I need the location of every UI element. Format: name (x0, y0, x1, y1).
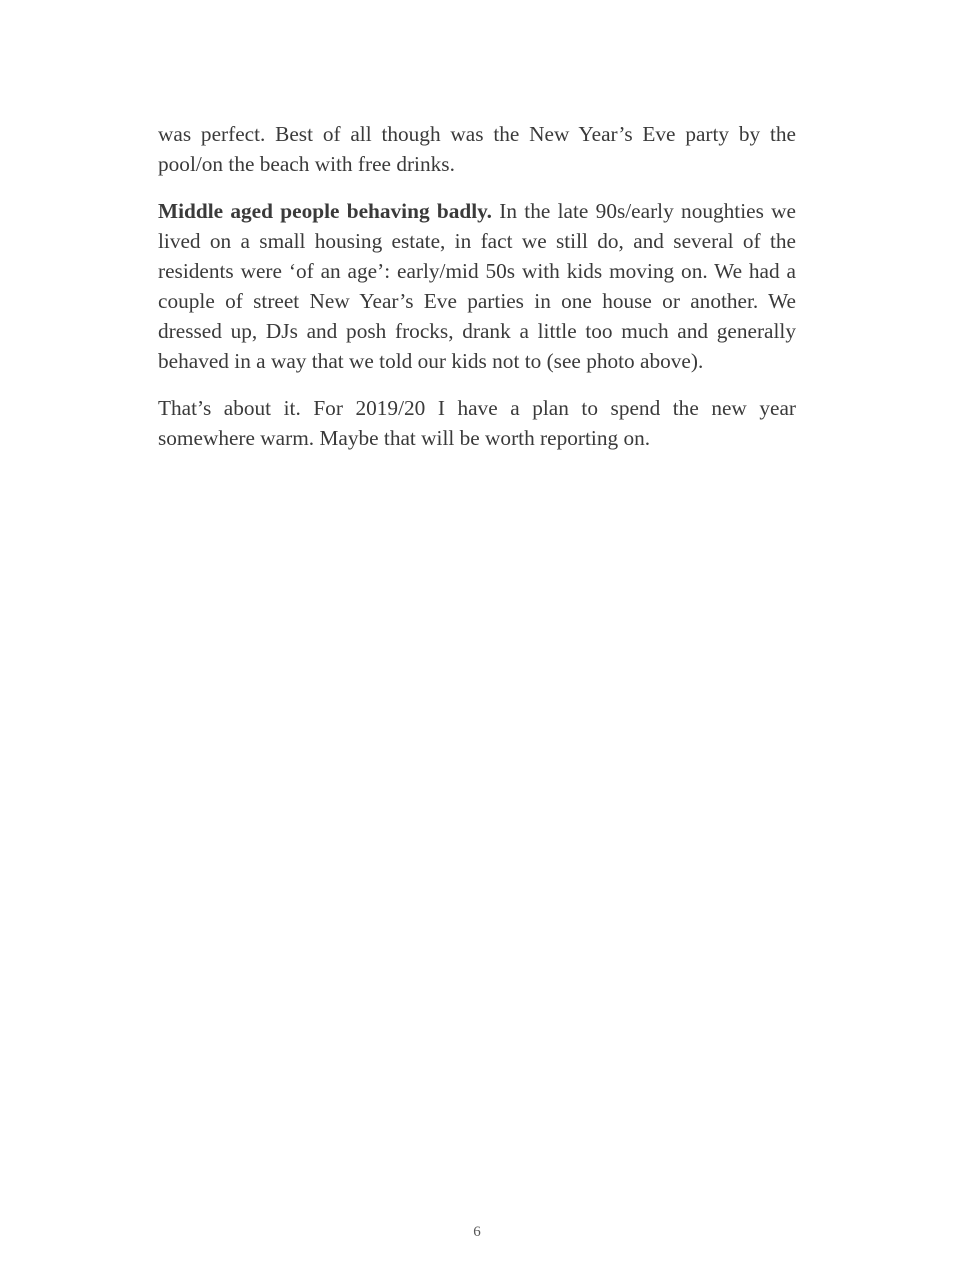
paragraph-1 (158, 119, 796, 179)
paragraph-2-heading: Middle aged people behaving badly. (158, 199, 492, 223)
page-number: 6 (473, 1224, 481, 1240)
paragraph-1-text: was perfect. Best of all though was the New Year’s Eve party by the pool/on the beach with free drinks. (158, 122, 796, 176)
body-text (158, 119, 796, 470)
paragraph-2-text: In the late 90s/early noughties we lived on a small housing estate, in fact we still do, and several of the residents were ‘of an age’: early/mid 50s with kids moving on. We had a couple of street New Year’s Eve parties in one house or another. We dressed up, DJs and posh frocks, drank a little too much and generally behaved in a way that we told our kids not to (see photo above). (158, 199, 796, 373)
paragraph-3 (158, 393, 796, 453)
paragraph-2 (158, 196, 796, 376)
paragraph-3-text: That’s about it. For 2019/20 I have a plan to spend the new year somewhere warm. Maybe that will be worth reporting on. (158, 396, 796, 450)
